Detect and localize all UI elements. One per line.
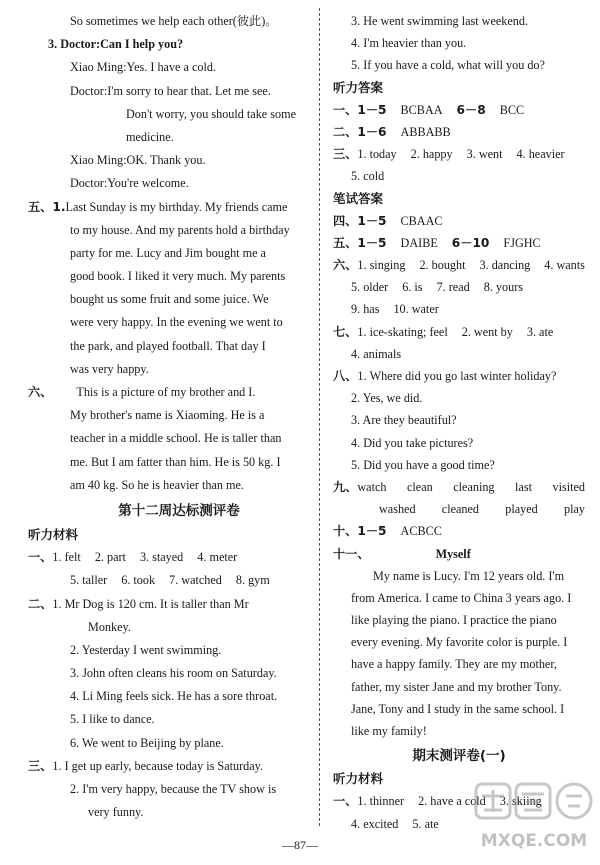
section-label: 一、1－5 [333,102,387,117]
text-line: Xiao Ming:Yes. I have a cold. [70,60,217,75]
section-label: 四、1－5 [333,213,387,228]
section-label: 二、 [28,596,53,611]
text-line: 5. If you have a cold, what will you do? [351,58,545,73]
text-line: like my family! [351,724,427,738]
text-line: 3. John often cleans his room on Saturday. [70,666,277,681]
page-number: —87— [282,838,318,852]
text-line: have a happy family. They are my mother, [351,657,557,672]
answer-item: cleaning [453,479,495,494]
answer-item: CBAAC [400,213,443,228]
answer-item: visited [552,479,585,494]
answer-item: 10. water [393,302,439,317]
section-one [28,546,310,569]
text-line: were very happy. In the evening we went to [70,315,283,330]
answer-item: 1. felt [52,550,81,565]
right-column [333,10,585,835]
text-line: the park, and played football. That day I [70,338,266,353]
answer-item: 1. thinner [357,794,405,809]
listening-material-heading: 听力材料 [28,526,79,542]
answer-item: 8. yours [483,280,524,295]
w-seven [333,321,585,343]
text-line: to my house. And my parents hold a birthday [70,222,290,237]
answer-item: clean [407,479,433,494]
text-line: Doctor:You're welcome. [70,176,189,191]
answer-item: 7. watched [169,573,222,588]
w-eleven [333,543,585,565]
answer-item: 7. read [436,280,470,295]
answer-item: play [563,502,585,517]
answer-row [48,569,310,592]
section-label: 三、 [28,758,53,773]
answer-item: 3. dancing [479,258,531,273]
text-line: 1. I get up early, because today is Saturday. [52,758,263,773]
answer-item: 5. older [351,280,389,295]
answer-item: 6. took [121,573,156,588]
text-line: party for me. Lucy and Jim bought me a [70,245,266,260]
answer-row [333,498,585,520]
answer-item: 6. is [402,280,423,295]
answer-item: watch [357,479,387,494]
answer-item: 1. ice-skating; feel [357,324,448,339]
answer-item: 1. singing [357,258,406,273]
section-label: 一、 [333,794,358,809]
text-line: like playing the piano. I practice the piano [351,613,557,628]
w-five [333,232,585,254]
listening-material-heading: 听力材料 [333,771,384,787]
text-line: 4. I'm heavier than you. [351,36,467,51]
answer-item: 5. cold [351,169,385,184]
la-one [333,99,585,121]
answer-item: 2. bought [419,258,466,273]
text-line: bought us some fruit and some juice. We [70,292,269,307]
section-label: 八、 [333,369,358,383]
column-divider [319,8,320,826]
written-answers-heading: 笔试答案 [333,190,384,206]
w-nine [333,476,585,498]
answer-row [333,276,585,298]
text-line: My brother's name is Xiaoming. He is a [70,408,265,423]
answer-item: ABBABB [400,124,451,139]
answer-item: cleaned [441,502,480,517]
svg-text:MXQE.COM: MXQE.COM [480,831,588,851]
text-line: was very happy. [70,361,149,376]
left-column [28,10,310,824]
la-three [333,143,585,165]
text-line: Xiao Ming:OK. Thank you. [70,153,206,168]
la-two [333,121,585,143]
text-line: This is a picture of my brother and I. [76,385,256,399]
section-label: 一、 [28,550,53,565]
answer-item: 4. meter [197,550,238,565]
text-line: am 40 kg. So he is heavier than me. [70,477,244,492]
text-line: Jane, Tony and I study in the same school. I [351,701,565,716]
answer-item: played [505,502,538,517]
w-four [333,210,585,232]
section-label: 五、1. [28,199,66,214]
section-label: 七、 [333,324,358,339]
answer-item: 2. happy [410,147,453,162]
answer-item: 8. gym [235,573,270,588]
text-line: Doctor:I'm sorry to hear that. Let me see. [70,83,271,98]
answer-row [333,813,585,835]
section-three [28,755,310,778]
text-line: So sometimes we help each other(彼此)。 [70,14,278,28]
text-line: 6. We went to Beijing by plane. [70,735,224,750]
answer-item: BCBAA [400,102,443,117]
text-line: teacher in a middle school. He is taller than [70,431,282,446]
text-line: 3. Are they beautiful? [351,413,457,428]
text-line: 5. I like to dance. [70,712,155,727]
section-label: 十一、 [333,546,370,561]
text-line: good book. I liked it very much. My parents [70,269,286,284]
listening-answers-heading: 听力答案 [333,79,384,95]
text-line: father, my sister Jane and my brother Tony. [351,679,562,694]
answer-item: 2. have a cold [418,794,486,809]
answer-item: last [515,479,532,494]
text-line: every evening. My favorite color is purple. I [351,635,568,650]
text-line: 3. He went swimming last weekend. [351,14,529,28]
section-label: 九、 [333,479,358,494]
answer-item: FJGHC [503,235,541,250]
section-six [28,381,310,404]
dialogue-3 [48,33,310,56]
answer-item: 2. part [94,550,126,565]
w-eight [333,365,585,387]
text-line: 2. Yesterday I went swimming. [70,642,222,657]
section-label: 六、 [28,385,53,399]
answer-item: 3. went [466,147,503,162]
text-line: 3. Doctor:Can I help you? [48,37,184,52]
section-label: 十、1－5 [333,524,387,539]
text-line: 1. Where did you go last winter holiday? [357,369,557,383]
text-line: me. But I am fatter than him. He is 50 kg. I [70,454,281,469]
answer-item: 4. excited [351,816,399,831]
answer-item: BCC [499,102,525,117]
answer-row [333,298,585,320]
section-two [28,593,310,616]
final-exam-title: 期末测评卷(一) [412,748,506,765]
answer-item: ACBCC [400,524,442,539]
text-line: from America. I came to China 3 years ago. I [351,590,572,605]
section-label: 五、1－5 [333,235,387,250]
text-line: My name is Lucy. I'm 12 years old. I'm [373,568,565,583]
answer-item: 3. stayed [139,550,184,565]
text-line: 2. I'm very happy, because the TV show is [70,782,277,796]
answer-item: 4. animals [351,346,402,361]
text-line: 4. Li Ming feels sick. He has a sore throat. [70,689,278,704]
answer-item: 1. today [357,147,397,162]
w-six [333,254,585,276]
answer-item: 5. ate [412,816,439,831]
text-line: 2. Yes, we did. [351,391,423,406]
answer-item: 4. wants [544,258,585,273]
text-line: 5. Did you have a good time? [351,457,495,472]
text-line: Don't worry, you should take some [126,106,296,121]
answer-item: 9. has [351,302,380,317]
text-line: 1. Mr Dog is 120 cm. It is taller than Mr [52,596,249,611]
text-line: very funny. [88,805,144,820]
answer-item: DAIBE [400,235,438,250]
answer-item: 2. went by [461,324,513,339]
answer-item: 4. heavier [516,147,565,162]
answer-item: 3. ate [526,324,554,339]
text-line: 4. Did you take pictures? [351,435,474,450]
section-label: 三、 [333,147,358,162]
answer-item: washed [379,502,416,517]
text-line: Monkey. [88,619,131,634]
section-label: 6－10 [451,235,490,250]
answer-item: 5. taller [70,573,108,588]
section-label: 二、1－6 [333,124,387,139]
section-label: 六、 [333,258,358,273]
f-one [333,790,585,812]
text-line: Last Sunday is my birthday. My friends came [65,199,288,214]
essay-title: Myself [435,546,471,561]
week12-title: 第十二周达标测评卷 [118,502,240,519]
w-ten [333,520,585,542]
answer-item: 3. skiing [499,794,542,809]
section-five [28,196,310,219]
section-label: 6－8 [456,102,486,117]
text-line: medicine. [126,129,174,144]
